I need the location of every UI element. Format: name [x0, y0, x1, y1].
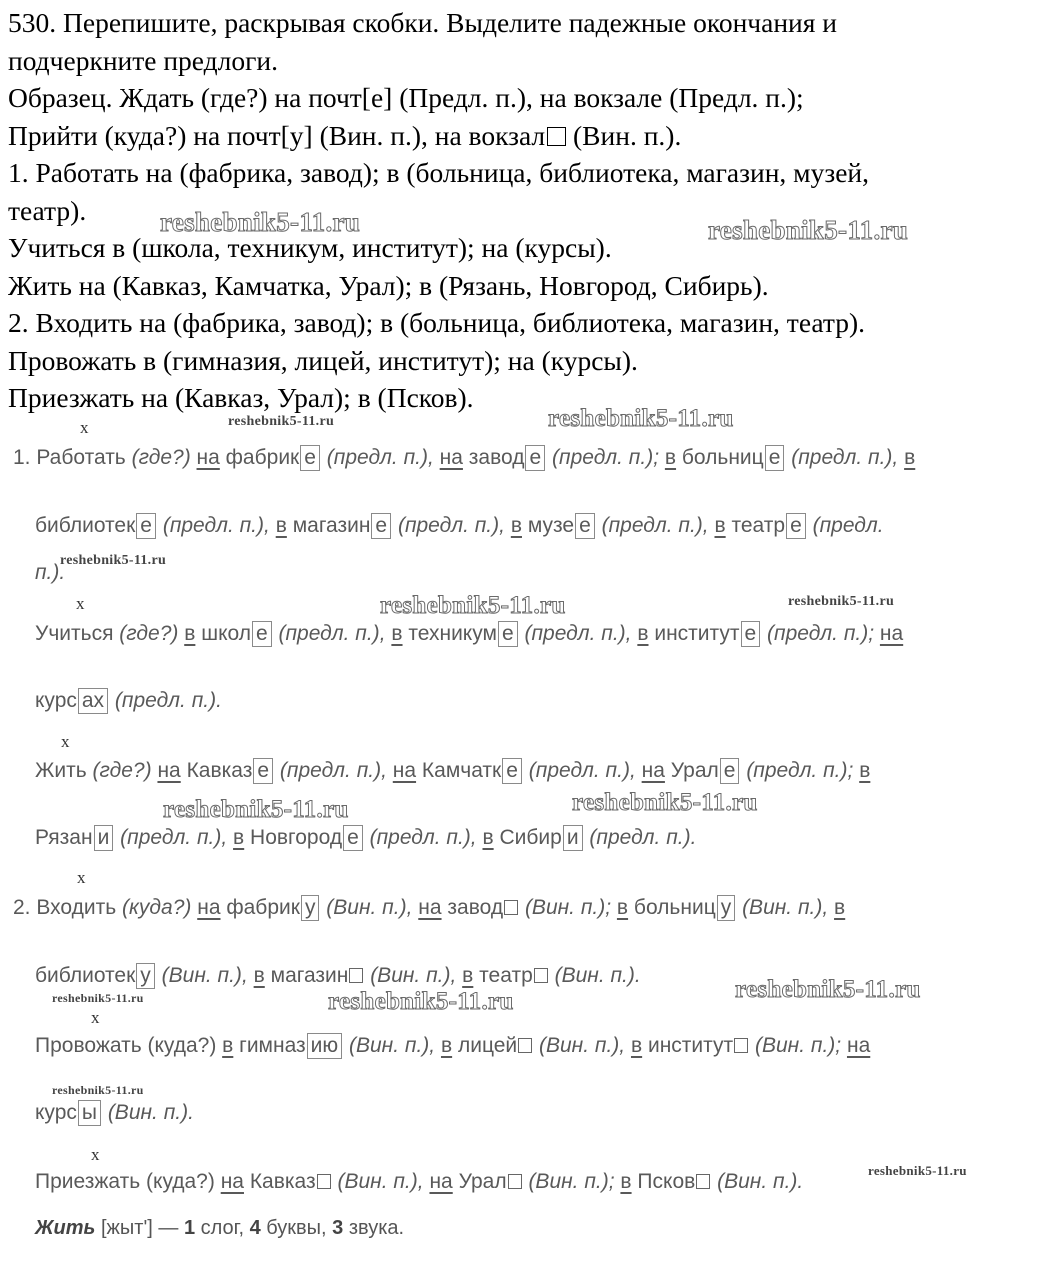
preposition: на — [879, 622, 904, 645]
preposition: на — [429, 1170, 453, 1193]
preposition: в — [462, 964, 474, 987]
ending-box: у — [717, 895, 736, 921]
answer-line: п.). — [35, 561, 66, 584]
ending-box: е — [765, 445, 785, 471]
watermark: reshebnik5-11.ru — [548, 405, 734, 432]
preposition: в — [253, 964, 265, 987]
sample-line: Прийти (куда?) на почт[у] (Вин. п.), на вокзал (Вин. п.). — [8, 119, 682, 151]
zero-ending-box-icon — [317, 1174, 331, 1189]
exercise-line: Жить на (Кавказ, Камчатка, Урал); в (Рязань, Новгород, Сибирь). — [8, 269, 769, 301]
zero-ending-box-icon — [734, 1038, 748, 1053]
answer-line: Провожать (куда?) в гимназ ию (Вин. п.), в лицей (Вин. п.), в институт (Вин. п.); на — [35, 1034, 871, 1057]
task-line: подчеркните предлоги. — [8, 44, 278, 76]
watermark: reshebnik5-11.ru — [788, 594, 895, 609]
exercise-line: Приезжать на (Кавказ, Урал); в (Псков). — [8, 382, 474, 413]
watermark: reshebnik5-11.ru — [163, 796, 349, 823]
preposition: в — [904, 446, 916, 469]
answer-line: 1. Работать (где?) на фабрик е (предл. п.), на завод е (предл. п.); в больниц е (предл. п.), в — [13, 446, 916, 469]
task-line: 530. Перепишите, раскрывая скобки. Выделите падежные окончания и — [8, 7, 838, 38]
ending-box: е — [253, 758, 273, 784]
phonetic-note: Жить [жыт'] — 1 слог, 4 буквы, 3 звука. — [35, 1217, 405, 1239]
ending-box: у — [301, 895, 320, 921]
preposition: в — [222, 1034, 234, 1057]
preposition: в — [834, 896, 846, 919]
ending-box: е — [575, 513, 595, 539]
watermark: reshebnik5-11.ru — [868, 1163, 967, 1178]
ending-box: е — [300, 445, 320, 471]
ending-box: ах — [78, 688, 108, 714]
ending-box: е — [343, 825, 363, 851]
answer-line: курс ы (Вин. п.). — [35, 1101, 194, 1124]
ending-box: ию — [307, 1033, 342, 1059]
x-mark: x — [61, 732, 70, 751]
preposition: в — [391, 622, 403, 645]
exercise-line: 1. Работать на (фабрика, завод); в (больница, библиотека, магазин, музей, — [8, 157, 869, 188]
preposition: в — [184, 622, 196, 645]
zero-ending-box-icon — [518, 1038, 532, 1053]
answer-line: Приезжать (куда?) на Кавказ (Вин. п.), на Урал (Вин. п.); в Псков (Вин. п.). — [35, 1170, 804, 1193]
ending-box: е — [741, 621, 761, 647]
preposition: в — [616, 896, 629, 919]
sample-line: Образец. Ждать (где?) на почт[е] (Предл. п.), на вокзале (Предл. п.); — [8, 82, 804, 113]
preposition: на — [392, 759, 417, 782]
x-mark: x — [76, 594, 85, 613]
x-mark: x — [77, 868, 86, 887]
ending-box: е — [786, 513, 806, 539]
answer-line: Учиться (где?) в школ е (предл. п.), в техникум е (предл. п.), в институт е (предл. п.); на — [35, 622, 904, 645]
zero-ending-box-icon — [349, 968, 363, 983]
watermark: reshebnik5-11.ru — [572, 789, 758, 816]
zero-ending-box-icon — [504, 900, 518, 915]
ending-box: ы — [78, 1100, 101, 1126]
preposition: на — [157, 759, 181, 782]
preposition: на — [196, 446, 220, 469]
ending-box: и — [94, 825, 114, 851]
answer-line: библиотек у (Вин. п.), в магазин (Вин. п.), в театр (Вин. п.). — [35, 964, 641, 987]
preposition: на — [846, 1034, 871, 1057]
watermark: reshebnik5-11.ru — [328, 988, 514, 1015]
preposition: на — [418, 896, 442, 919]
preposition: в — [664, 446, 677, 469]
ending-box: е — [136, 513, 156, 539]
ending-box: е — [371, 513, 391, 539]
preposition: в — [440, 1034, 453, 1057]
watermark: reshebnik5-11.ru — [228, 414, 335, 429]
preposition: на — [641, 759, 665, 782]
preposition: в — [233, 826, 245, 849]
exercise-line: Учиться в (школа, техникум, институт); на (курсы). — [8, 232, 612, 263]
preposition: в — [482, 826, 494, 849]
answer-line: Жить (где?) на Кавказ е (предл. п.), на Камчатк е (предл. п.), на Урал е (предл. п.); в — [35, 759, 871, 782]
zero-ending-box-icon — [696, 1174, 710, 1189]
preposition: на — [439, 446, 463, 469]
preposition: в — [630, 1034, 643, 1057]
ending-box: у — [136, 963, 155, 989]
x-mark: x — [91, 1145, 100, 1164]
zero-ending-box-icon — [508, 1174, 522, 1189]
zero-ending-box-icon — [534, 968, 548, 983]
preposition: на — [220, 1170, 244, 1193]
watermark: reshebnik5-11.ru — [708, 215, 909, 245]
ending-box: е — [525, 445, 545, 471]
ending-box: е — [252, 621, 272, 647]
watermark: reshebnik5-11.ru — [735, 976, 921, 1003]
exercise-line: Провожать в (гимназия, лицей, институт); на (курсы). — [8, 344, 638, 376]
watermark: reshebnik5-11.ru — [52, 991, 144, 1005]
answer-line: Рязан и (предл. п.), в Новгород е (предл. п.), в Сибир и (предл. п.). — [35, 826, 697, 849]
preposition: в — [637, 622, 649, 645]
answer-line: курс ах (предл. п.). — [35, 689, 222, 712]
exercise-line: 2. Входить на (фабрика, завод); в (больница, библиотека, магазин, театр). — [8, 307, 865, 338]
preposition: в — [510, 514, 522, 537]
preposition: в — [859, 759, 871, 782]
preposition: в — [620, 1170, 632, 1193]
preposition: в — [275, 514, 287, 537]
x-mark: x — [91, 1008, 100, 1027]
watermark: reshebnik5-11.ru — [160, 207, 361, 237]
ending-box: е — [720, 758, 740, 784]
zero-ending-box-icon — [547, 127, 566, 146]
watermark: reshebnik5-11.ru — [52, 1083, 144, 1097]
answer-line: 2. Входить (куда?) на фабрик у (Вин. п.), на завод (Вин. п.); в больниц у (Вин. п.), в — [13, 896, 846, 919]
x-mark: x — [80, 418, 89, 437]
exercise-line: театр). — [8, 194, 87, 226]
ending-box: и — [563, 825, 583, 851]
watermark: reshebnik5-11.ru — [60, 553, 167, 568]
preposition: на — [197, 896, 221, 919]
watermark: reshebnik5-11.ru — [380, 592, 566, 619]
answer-line: библиотек е (предл. п.), в магазин е (предл. п.), в музе е (предл. п.), в театр е (предл. — [35, 514, 884, 537]
preposition: в — [714, 514, 726, 537]
ending-box: е — [502, 758, 522, 784]
ending-box: е — [498, 621, 518, 647]
